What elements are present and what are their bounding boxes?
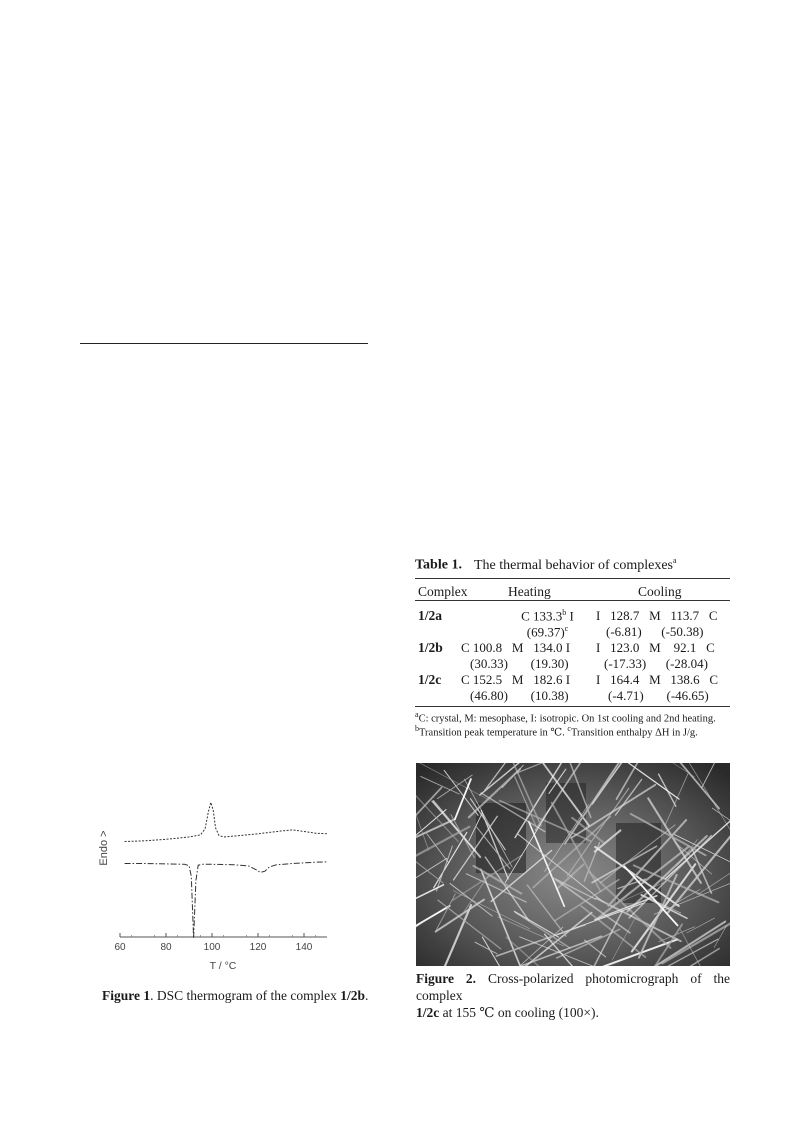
- figure1-label: Figure 1: [102, 988, 151, 1003]
- table-header-heating: Heating: [508, 584, 551, 599]
- table-footnote-b-c: $^b$Transition peak temperature in ℃. $^c$Transition enthalpy ΔH in J/g.: [415, 724, 698, 739]
- x-tick-label: 140: [295, 942, 313, 953]
- table-cell-heating-enthalpy: $(69.37)^c$: [526, 624, 569, 640]
- table-title: The thermal behavior of complexes: [473, 557, 673, 573]
- dsc-thermogram-chart: [92, 782, 342, 982]
- table-cell-cooling-enthalpy: (-17.33) (-28.04): [604, 656, 708, 671]
- table-header-rule: [415, 600, 730, 601]
- table-cell-heating: C 133.3$^b$ I: [521, 608, 574, 624]
- table-cell-cooling: I 128.7 M 113.7 C: [596, 608, 718, 623]
- table-header-cooling: Cooling: [638, 584, 682, 599]
- table-cell-heating: C 152.5 M 182.6 I: [461, 672, 571, 687]
- table-top-rule: [415, 578, 730, 579]
- x-tick-label: 100: [203, 942, 221, 953]
- figure2-label: Figure 2.: [416, 971, 477, 986]
- table-cell-heating-enthalpy: (46.80) (10.38): [470, 688, 569, 703]
- table-cell-heating-enthalpy: (30.33) (19.30): [470, 656, 569, 671]
- x-axis-label: T / °C: [209, 960, 237, 972]
- table-cell-cooling-enthalpy: (-6.81) (-50.38): [606, 624, 704, 639]
- x-tick-label: 120: [249, 942, 267, 953]
- table-row-complex: 1/2a: [418, 608, 443, 623]
- x-tick-label: 80: [160, 942, 172, 953]
- table-title-sup: a: [673, 556, 677, 565]
- table-footnote-a: $^a$C: crystal, M: mesophase, I: isotropic. On 1st cooling and 2nd heating.: [415, 710, 716, 725]
- figure1-caption: Figure 1. DSC thermogram of the complex 1/2b.: [102, 988, 369, 1003]
- table-row-complex: 1/2b: [418, 640, 443, 655]
- chart-curves: [125, 802, 327, 938]
- table-cell-cooling: I 123.0 M 92.1 C: [596, 640, 715, 655]
- table-label: Table 1.: [415, 557, 462, 573]
- x-axis-ticks: [114, 933, 315, 953]
- table-cell-cooling: I 164.4 M 138.6 C: [596, 672, 719, 687]
- table-header-complex: Complex: [418, 584, 468, 599]
- table-bottom-rule: [415, 706, 730, 707]
- cross-polarized-photomicrograph: [416, 763, 730, 966]
- table-row-complex: 1/2c: [418, 672, 442, 687]
- figure2-caption: Figure 2. Cross-polarized photomicrograph of the complex 1/2c at 155 ℃ on cooling (100×).: [416, 971, 730, 1020]
- table-caption: [415, 556, 677, 574]
- table-cell-heating: C 100.8 M 134.0 I: [461, 640, 571, 655]
- footnote-separator-rule: [80, 343, 368, 344]
- y-axis-label: Endo >: [98, 830, 110, 866]
- x-tick-label: 60: [114, 942, 126, 953]
- cooling-curve: [125, 862, 327, 939]
- table-cell-cooling-enthalpy: (-4.71) (-46.65): [608, 688, 709, 703]
- heating-curve: [125, 802, 327, 841]
